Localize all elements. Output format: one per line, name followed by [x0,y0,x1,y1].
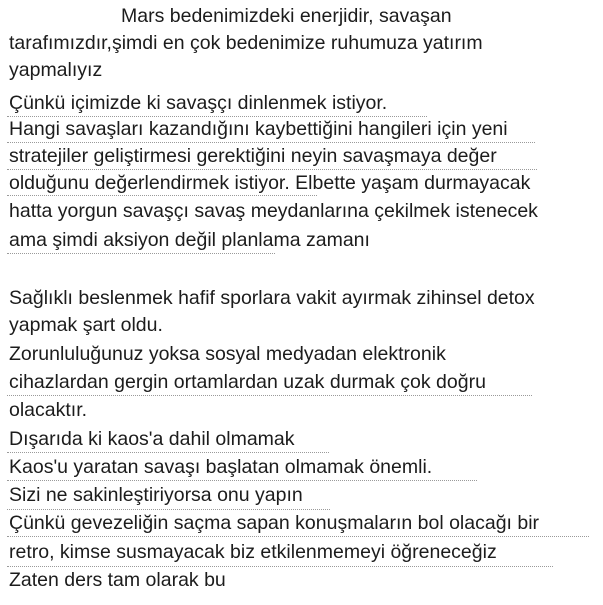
dotted-underline [7,536,589,537]
text-line: Mars bedenimizdeki enerjidir, savaşan [121,5,452,27]
text-line: Kaos'u yaratan savaşı başlatan olmamak önemli. [9,456,433,478]
dotted-underline [7,452,329,453]
text-line: retro, kimse susmayacak biz etkilenmemeyi öğreneceğiz [9,541,497,563]
text-line: ama şimdi aksiyon değil planlama zamanı [9,229,370,251]
text-line: Çünkü gevezeliğin saçma sapan konuşmaların bol olacağı bir [9,512,540,534]
text-line: olduğunu değerlendirmek istiyor. Elbette yaşam durmayacak [9,172,531,194]
text-line: Zaten ders tam olarak bu [9,569,226,591]
text-line: Çünkü içimizde ki savaşçı dinlenmek istiyor. [9,92,388,114]
text-line: cihazlardan gergin ortamlardan uzak durmak çok doğru [9,371,486,393]
dotted-underline [7,509,330,510]
text-line: Zorunluluğunuz yoksa sosyal medyadan elektronik [9,343,446,365]
dotted-underline [7,480,477,481]
text-line: Sizi ne sakinleştiriyorsa onu yapın [9,484,303,506]
dotted-underline [7,253,275,254]
text-line: hatta yorgun savaşçı savaş meydanlarına çekilmek istenecek [9,200,538,222]
dotted-underline [7,195,317,196]
text-line: tarafımızdır,şimdi en çok bedenimize ruhumuza yatırım [9,32,483,54]
text-line: Hangi savaşları kazandığını kaybettiğini hangileri için yeni [9,118,508,140]
text-line: olacaktır. [9,399,88,421]
text-line: Sağlıklı beslenmek hafif sporlara vakit ayırmak zihinsel detox [9,287,535,309]
dotted-underline [7,395,532,396]
text-line: yapmak şart oldu. [9,314,163,336]
dotted-underline [7,169,537,170]
dotted-underline [7,142,535,143]
text-line: Dışarıda ki kaos'a dahil olmamak [9,428,295,450]
text-line: yapmalıyız [9,59,103,81]
dotted-underline [7,566,553,567]
text-line: stratejiler geliştirmesi gerektiğini neyin savaşmaya değer [9,145,497,167]
